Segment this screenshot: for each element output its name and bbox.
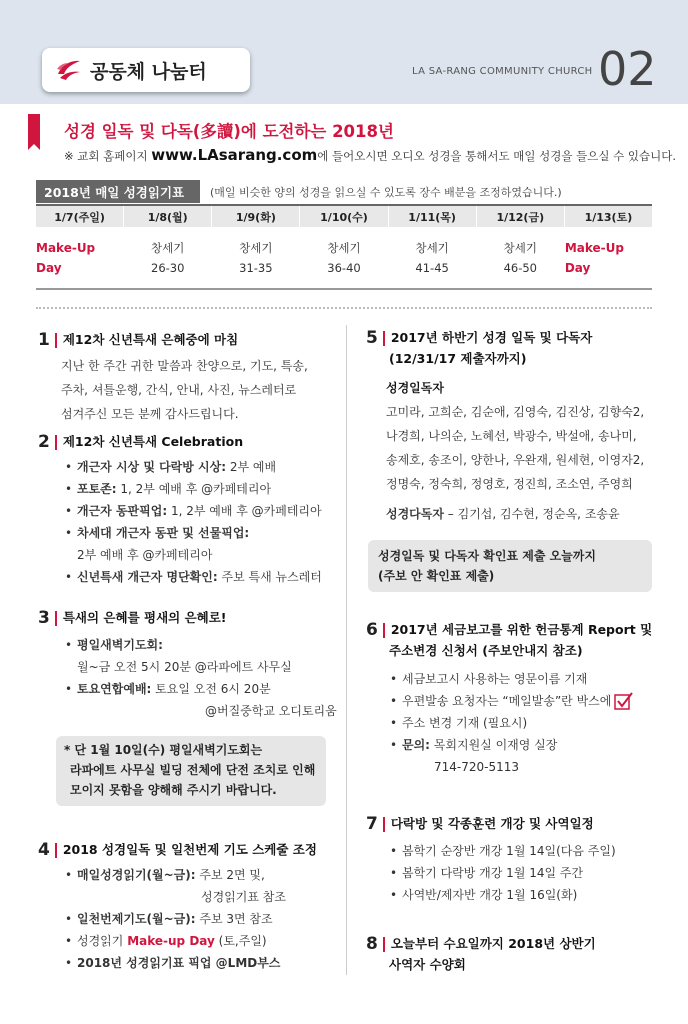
reading-chapters: 36-40 [327,260,361,275]
list-item: • 포토존: 1, 2부 예배 후 @카페테리아 [65,482,272,496]
section-number: 5 [366,328,378,348]
section-subtitle: 사역자 수양회 [389,957,466,972]
list-item-continuation: @버질중학교 오디토리움 [205,704,337,718]
schedule-reading [300,227,387,288]
list-item: • 성경읽기 Make-up Day (토,주일) [65,934,267,948]
section-3 [38,608,338,722]
name-line: 나경희, 나의순, 노혜선, 박광수, 박설애, 송나미, [386,429,637,443]
list-item-continuation: 월~금 오전 5시 20분 @라파에트 사무실 [77,660,292,674]
schedule-date: 1/8(월) [124,206,211,227]
list-item: • 차세대 개근자 동판 및 선물픽업: [65,526,250,540]
schedule-column [477,206,565,288]
notice-box [56,736,326,806]
church-name: LA SA-RANG COMMUNITY CHURCH [412,66,593,77]
section-title: 2017년 하반기 성경 일독 및 다독자 [390,330,593,345]
schedule-reading [124,227,211,288]
list-item-continuation: 2부 예배 후 @카페테리아 [77,548,213,562]
schedule-column [212,206,300,288]
notice-line: 모이지 못함을 양해해 주시기 바랍니다. [70,783,277,797]
section-7 [366,814,666,906]
section-5 [366,328,666,526]
multi-readers: 성경다독자 – 김기섭, 김수현, 정순옥, 조송윤 [386,507,620,521]
schedule-reading [477,227,564,288]
notice-box [368,540,652,592]
reading-chapters: 46-50 [503,260,537,275]
section-number: 7 [366,814,378,834]
notice-line: * 단 1월 10일(수) 평일새벽기도회는 [64,743,263,757]
section-number: 1 [38,330,50,350]
list-item: • 신년특새 개근자 명단확인: 주보 특새 뉴스레터 [65,570,322,584]
schedule-column [300,206,388,288]
schedule-reading [565,227,652,288]
section-title: 공동체 나눔터 [90,60,207,83]
website-link[interactable]: www.LAsarang.com [151,146,318,164]
checkbox-checked-icon [614,692,634,710]
header-band [0,0,688,104]
list-item: • 우편발송 요청자는 “메일발송”란 박스에 [390,690,666,712]
dotted-divider [36,307,652,309]
schedule-reading [389,227,476,288]
section-2 [38,432,338,588]
reading-chapters: 31-35 [239,260,273,275]
headline-title: 성경 일독 및 다독(多讀)에 도전하는 2018년 [64,122,394,141]
list-item: • 주소 변경 기재 (필요시) [390,716,528,730]
schedule-label: 2018년 매일 성경읽기표 [36,180,200,203]
name-line: 정명숙, 정숙희, 정영호, 정진희, 조소연, 주영희 [386,477,633,491]
schedule-column [389,206,477,288]
reading-book: Make-Up Day [36,240,96,275]
section-number: 6 [366,620,378,640]
name-line: 고미라, 고희순, 김순애, 김영숙, 김진상, 김향숙2, [386,405,645,419]
notice-line: 성경일독 및 다독자 확인표 제출 오늘까지 [378,549,596,563]
section-subtitle: 주소변경 신청서 (주보안내지 참조) [389,643,583,658]
section-number: 3 [38,608,50,628]
schedule-column [36,206,124,288]
schedule-date: 1/9(화) [212,206,299,227]
list-item: • 봄학기 순장반 개강 1월 14일(다음 주일) [390,844,616,858]
list-item: • 평일새벽기도회: [65,638,163,652]
reading-book: Make-Up Day [564,240,624,275]
list-item: • 개근자 시상 및 다락방 시상: 2부 예배 [65,460,277,474]
phone-number: 714-720-5113 [434,760,520,774]
schedule-date: 1/10(수) [300,206,387,227]
notice-line: 라파에트 사무실 빌딩 전체에 단전 조치로 인해 [70,763,316,777]
section-title: 제12차 신년특새 Celebration [62,434,244,449]
schedule-date: 1/12(금) [477,206,564,227]
note-suffix: 에 들어오시면 오디오 성경을 통해서도 매일 성경을 들으실 수 있습니다. [317,149,676,163]
section-tab [42,48,250,92]
section-title: 2018 성경일독 및 일천번제 기도 스케줄 조정 [62,842,317,857]
section-6 [366,620,666,778]
section-title: 다락방 및 각종훈련 개강 및 사역일정 [390,816,594,831]
reading-book: 창세기 [327,240,361,255]
reading-schedule-table [36,204,652,290]
headline-note [64,146,676,164]
section-number: 8 [366,934,378,954]
list-item: • 일천번제기도(월~금): 주보 3면 참조 [65,912,273,926]
list-item: • 사역반/제자반 개강 1월 16일(화) [390,888,578,902]
section-title: 오늘부터 수요일까지 2018년 상반기 [390,936,596,951]
readers-heading: 성경일독자 [386,381,444,395]
section-number: 4 [38,840,50,860]
section-title: 특새의 은혜를 평새의 은혜로! [62,610,227,625]
schedule-date: 1/7(주일) [36,206,123,227]
column-divider [346,325,347,975]
schedule-column [124,206,212,288]
section-subtitle: (12/31/17 제출자까지) [389,351,527,366]
list-item: • 토요연합예배: 토요일 오전 6시 20분 [65,682,271,696]
church-logo-icon [54,56,82,84]
schedule-date: 1/13(토) [565,206,652,227]
list-item: • 세금보고시 사용하는 영문이름 기재 [390,672,588,686]
reading-book: 창세기 [415,240,449,255]
text-line: 주차, 셔틀운행, 간식, 안내, 사진, 뉴스레터로 [61,383,297,397]
schedule-column [565,206,652,288]
bookmark-ribbon-icon [28,114,40,144]
schedule-date: 1/11(목) [389,206,476,227]
text-line: 섬겨주신 모든 분께 감사드립니다. [61,407,239,421]
list-item: • 2018년 성경읽기표 픽업 @LMD부스 [65,956,281,970]
notice-line: (주보 안 확인표 제출) [378,569,495,583]
page-number: 02 [598,42,657,96]
section-4 [38,840,338,974]
reading-chapters: 41-45 [415,260,449,275]
section-1 [38,330,338,426]
section-8 [366,934,666,976]
list-item: • 개근자 동판픽업: 1, 2부 예배 후 @카페테리아 [65,504,322,518]
schedule-note: (매일 비슷한 양의 성경을 읽으실 수 있도록 장수 배분을 조정하였습니다.) [210,186,562,199]
text-line: 지난 한 주간 귀한 말씀과 찬양으로, 기도, 특송, [61,359,308,373]
section-number: 2 [38,432,50,452]
list-item: • 매일성경읽기(월~금): 주보 2면 및, [65,868,265,882]
note-prefix: ※ 교회 홈페이지 [64,149,152,163]
reading-book: 창세기 [503,240,537,255]
name-line: 송제호, 송조이, 양한나, 우완재, 원세현, 이영자2, [386,453,645,467]
section-title: 제12차 신년특새 은혜중에 마침 [62,332,239,347]
list-item: • 봄학기 다락방 개강 1월 14일 주간 [390,866,584,880]
reading-book: 창세기 [239,240,273,255]
reading-chapters: 26-30 [151,260,185,275]
schedule-reading [36,227,123,288]
reading-book: 창세기 [151,240,185,255]
section-title: 2017년 세금보고를 위한 헌금통계 Report 및 [390,622,653,637]
list-item-continuation: 성경읽기표 참조 [201,890,286,904]
schedule-reading [212,227,299,288]
list-item: • 문의: 목회지원실 이재영 실장 [390,738,558,752]
